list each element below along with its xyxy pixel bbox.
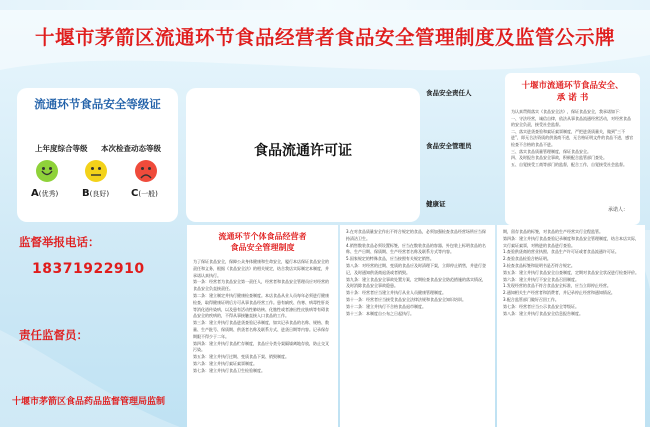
supervisor-label: 责任监督员： <box>19 328 88 342</box>
grade-c-label: C(一般) <box>131 188 158 199</box>
management-rules-column-2 <box>340 225 495 427</box>
management-rules-column-3 <box>497 225 645 427</box>
page-title: 十堰市茅箭区流通环节食品经营者食品安全管理制度及监管公示牌 <box>34 26 615 49</box>
annual-grade-label: 上年度综合等级 <box>35 144 88 153</box>
license-title: 食品流通许可证 <box>254 143 352 159</box>
pledge-card <box>505 73 640 225</box>
neutral-face-icon <box>85 160 107 182</box>
rules-text-1: 为了保证食品安全，保障公众身体健康和生命安全，履行本店保证食品安全的责任和义务，根据《食品安全法》的相关规定，结合我店实际制定本制度，并承诺认真执行。 第一条：经营者为食品安全第一责任人，经营者和食品安全管理员应对经营的食品安全负直接责任。 第二条：建立制定并执行健康检查制度。本店食品从业人员每年必须进行健康检查，取得健康证明后方可从事食品经营工作。患有痢疾、伤寒、病毒性肝炎等消化道传染病，以及患有活动性肺结核、化脓性或者渗出性皮肤病等有碍食品安全的疾病的，不得从事接触直接入口食品的工作。 第三条：建立并执行食品进货查验记录制度，如实记录食品的名称、规格、数量、生产批号、保质期、供货者名称及联系方式、进货日期等内容。记录保存期限不得少于二年。 第四条：建立并执行食品贮存制度，食品应分类分架隔墙离地存放，防止交叉污染。 第五条：建立并执行过期、变质食品下架、销毁制度。 第六条：建立并执行索证索票制度。 第七条：建立并执行食品卫生检验制度。 <box>193 259 329 373</box>
grade-card-title: 流通环节食品安全等级证 <box>34 97 161 111</box>
health-cert-label: 健康证 <box>426 200 446 208</box>
food-circulation-license-card <box>186 88 420 222</box>
issuing-authority: 十堰市茅箭区食品药品监督管理局监制 <box>12 397 166 407</box>
safety-manager-label: 食品安全管理员 <box>426 142 472 150</box>
grade-b-label: B(良好) <box>82 188 110 199</box>
rules-text-2: 3.在对食品质量安全作出不符合规定的食品，必须加强检查食品经营场所应当保持清洁卫生。 4.销售散装食品必须设置标签，应当在散装食品的容器、外包装上标明食品的名称、生产日期、保质期、生产经营者名称及联系方式等内容。 5.国家规定的特殊食品，应当按照有关规定销售。 第八条：对经营的过期、变质的食品应及时清理下架，立即停止销售，并进行登记，及时通知供货商退货或者销毁。 第九条：建立食品安全事故处置方案，定期检查食品安全防范措施的落实情况，及时消除食品安全事故隐患。 第十条：经营者应当建立并执行从业人员健康管理制度。 第十一条：经营者应当接受食品安全法律法规和食品安全知识培训。 第十二条：建立并执行不合格食品退市制度。 第十三条：本制度自公布之日起执行。 <box>346 229 486 316</box>
smile-face-icon <box>36 160 58 182</box>
hotline-number: 18371922910 <box>32 261 145 277</box>
pledge-signer: 承诺人： <box>607 207 628 213</box>
inspection-grade-label: 本次检查动态等级 <box>101 144 161 153</box>
pledge-title: 十堰市流通环节食品安全、 承 诺 书 <box>521 81 624 103</box>
responsibility-column <box>426 88 502 222</box>
pledge-body: 为认真贯彻落实《食品安全法》，保证食品安全，我承诺如下： 一、守法经营，诚信自律，依法从事食品流通经营活动，对经营食品的安全负责，接受社会监督。 二、落实进货查验和索证索票制度，严把进货质量关，做到“三不进”，即无合法资质的供货商不进，无合格证明文件的食品不进，感官检查不合格的食品不进。 三、落实食品质量管理制度，保证食品安全。 四、及时报告食品安全事故，积极配合监管部门查处。 五、自觉接受工商等部门的监督，配合工作，自觉接受社会监督。 <box>511 109 634 167</box>
frown-face-icon <box>135 160 157 182</box>
rules-text-3: 期，留存食品的标签，对食品的生产经营实行全程监管。 第四条：建立并执行食品查验记录制度和食品安全管理制度，结合本店实际，实行索证索票，对购进的食品进行查验。 1.查验供货商的营业执照、食品生产许可证或者食品流通许可证。 2.查验食品检验合格证明。 3.检查食品标签和说明书是否符合规定。 第五条：建立并执行食品安全自查制度，定期对食品安全状况进行检查评价。 第六条：建立并执行不安全食品召回制度。 1.发现经营的食品不符合食品安全标准，应当立即停止经营。 2.通知相关生产经营者和消费者，并记录停止经营和通知情况。 3.配合监管部门做好召回工作。 第七条：经营者应当公示食品安全等级证。 第八条：建立并执行食品安全信息报告制度。 <box>503 229 639 316</box>
grade-a-label: A(优秀) <box>31 188 59 199</box>
safety-person-label: 食品安全责任人 <box>426 89 472 97</box>
food-safety-grade-card <box>17 88 178 222</box>
rules-title: 流通环节个体食品经营者 食品安全管理制度 <box>218 232 307 252</box>
management-rules-column-1 <box>187 225 338 427</box>
supervise-hotline-label: 监督举报电话： <box>19 235 100 249</box>
